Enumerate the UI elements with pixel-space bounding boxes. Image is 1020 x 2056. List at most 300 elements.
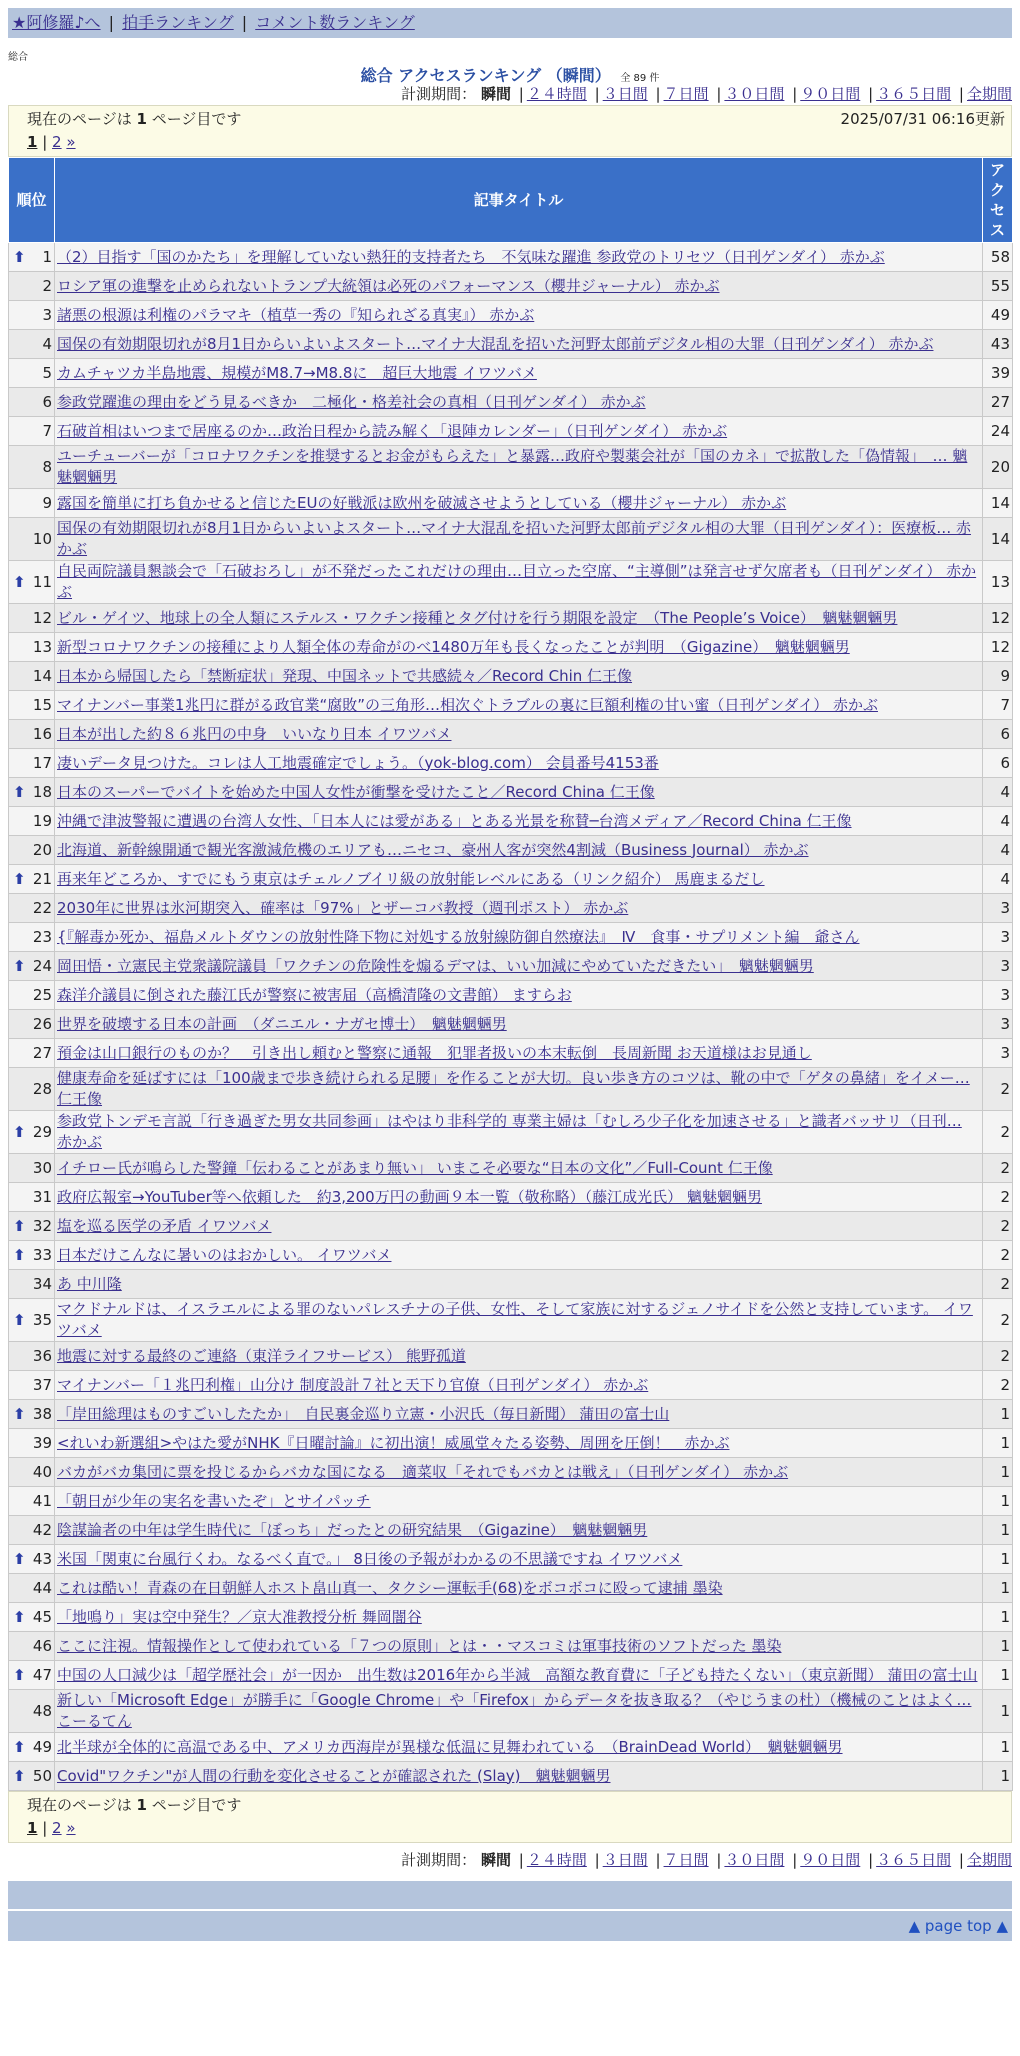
article-link[interactable]: 預金は山口銀行のものか？ 引き出し頼むと警察に通報 犯罪者扱いの本末転倒 長周新聞 お天道様はお見通し: [57, 1043, 812, 1062]
table-row: [9, 301, 1013, 330]
article-link[interactable]: 「地鳴り」実は空中発生？／京大准教授分析 舞岡闇谷: [57, 1607, 422, 1626]
period-link-all[interactable]: 全期間: [966, 85, 1012, 103]
access-count: 3: [983, 1039, 1013, 1068]
title-cell: [55, 1010, 983, 1039]
table-row: [9, 662, 1013, 691]
rank-number: 41: [32, 1491, 52, 1510]
rank-cell: [9, 1270, 55, 1299]
rank-cell: [9, 330, 55, 359]
rank-number: 20: [32, 840, 52, 859]
article-link[interactable]: 自民両院議員懇談会で「石破おろし」が不発だったこれだけの理由…目立った空席、“主導側”は発言せず欠席者も（日刊ゲンダイ） 赤かぶ: [57, 562, 977, 601]
rank-up-arrow-icon: ⬆: [13, 782, 26, 801]
rank-cell: [9, 1632, 55, 1661]
access-count: 4: [983, 836, 1013, 865]
article-link[interactable]: 新型コロナワクチンの接種により人類全体の寿命がのべ1480万年も長くなったことが判明 （Gigazine） 魑魅魍魎男: [57, 637, 850, 656]
article-link[interactable]: 日本のスーパーでバイトを始めた中国人女性が衝撃を受けたこと／Record China 仁王像: [57, 782, 655, 801]
article-link[interactable]: 森洋介議員に倒された藤江氏が警察に被害届（高橋清隆の文書館） ますらお: [57, 985, 572, 1004]
pagination: 1 | 2 »: [27, 133, 76, 151]
rank-number: 32: [32, 1216, 52, 1235]
title-cell: [55, 1342, 983, 1371]
article-link[interactable]: 参政党躍進の理由をどう見るべきか 二極化・格差社会の真相（日刊ゲンダイ） 赤かぶ: [57, 392, 646, 411]
access-count: 3: [983, 923, 1013, 952]
article-link[interactable]: 岡田悟・立憲民主党衆議院議員「ワクチンの危険性を煽るデマは、いい加減にやめていただきたい」 魑魅魍魎男: [57, 956, 814, 975]
access-count: 1: [983, 1458, 1013, 1487]
rank-number: 48: [32, 1701, 52, 1720]
bottom-period-link-7d[interactable]: ７日間: [663, 1851, 709, 1869]
nav-separator: |: [108, 13, 115, 32]
access-count: 1: [983, 1574, 1013, 1603]
access-count: 39: [983, 359, 1013, 388]
rank-cell: [9, 1299, 55, 1342]
table-row: [9, 604, 1013, 633]
ranking-title: 総合 アクセスランキング （瞬間）: [360, 66, 611, 85]
rank-number: 49: [32, 1737, 52, 1756]
rank-cell: [9, 633, 55, 662]
article-link[interactable]: 陰謀論者の中年は学生時代に「ぼっち」だったとの研究結果 （Gigazine） 魑魅魍魎男: [57, 1520, 648, 1539]
ranking-table-body: [9, 243, 1013, 1791]
article-link[interactable]: 「岸田総理はものすごいしたたか」 自民裏金巡り立憲・小沢氏（毎日新聞） 蒲田の富士山: [57, 1404, 670, 1423]
access-count: 9: [983, 662, 1013, 691]
access-count: 2: [983, 1342, 1013, 1371]
rank-cell: [9, 1039, 55, 1068]
article-link[interactable]: 塩を巡る医学の矛盾 イワツバメ: [57, 1216, 272, 1235]
access-count: 49: [983, 301, 1013, 330]
title-cell: [55, 1690, 983, 1733]
title-cell: [55, 1299, 983, 1342]
article-link[interactable]: 国保の有効期限切れが8月1日からいよいよスタート…マイナ大混乱を招いた河野太郎前デジタル相の大罪（日刊ゲンダイ）：医療板… 赤かぶ: [57, 519, 971, 558]
access-count: 3: [983, 952, 1013, 981]
table-row: [9, 446, 1013, 489]
rank-cell: [9, 1010, 55, 1039]
article-link[interactable]: 沖縄で津波警報に遭遇の台湾人女性、「日本人には愛がある」とある光景を称賛─台湾メディア／Record China 仁王像: [57, 811, 852, 830]
table-row: [9, 1458, 1013, 1487]
table-row: [9, 1632, 1013, 1661]
rank-up-arrow-icon: ⬆: [13, 956, 26, 975]
title-cell: [55, 1429, 983, 1458]
rank-cell: [9, 561, 55, 604]
title-cell: [55, 1487, 983, 1516]
rank-number: 28: [32, 1079, 52, 1098]
access-count: 1: [983, 1632, 1013, 1661]
title-cell: [55, 1762, 983, 1791]
rank-number: 38: [32, 1404, 52, 1423]
access-count: 6: [983, 720, 1013, 749]
title-cell: [55, 662, 983, 691]
article-link[interactable]: 凄いデータ見つけた。コレは人工地震確定でしょう。（yok-blog.com） 会員番号4153番: [57, 753, 659, 772]
rank-number: 14: [32, 666, 52, 685]
rank-cell: [9, 749, 55, 778]
title-cell: [55, 1733, 983, 1762]
access-count: 4: [983, 865, 1013, 894]
article-link[interactable]: 日本だけこんなに暑いのはおかしい。 イワツバメ: [57, 1245, 392, 1264]
rank-cell: [9, 1068, 55, 1111]
table-row: [9, 981, 1013, 1010]
rank-number: 23: [32, 927, 52, 946]
rank-up-arrow-icon: ⬆: [13, 1737, 26, 1756]
article-link[interactable]: 中国の人口減少は「超学歴社会」が一因か 出生数は2016年から半減 高額な教育費に「子ども持たくない」（東京新聞） 蒲田の富士山: [57, 1665, 978, 1684]
table-row: [9, 894, 1013, 923]
rank-cell: [9, 301, 55, 330]
article-link[interactable]: マイナンバー「１兆円利権」山分け 制度設計７社と天下り官僚（日刊ゲンダイ） 赤かぶ: [57, 1375, 649, 1394]
rank-number: 46: [32, 1636, 52, 1655]
rank-number: 26: [32, 1014, 52, 1033]
rank-number: 43: [32, 1549, 52, 1568]
table-row: [9, 330, 1013, 359]
rank-number: 24: [32, 956, 52, 975]
access-count: 2: [983, 1212, 1013, 1241]
title-cell: [55, 807, 983, 836]
current-page-text: 現在のページは 1 ページ目です: [27, 110, 242, 128]
article-link[interactable]: 「朝日が少年の実名を書いたぞ」とサイパッチ: [57, 1491, 371, 1510]
rank-number: 40: [32, 1462, 52, 1481]
bottom-page-2-link[interactable]: 2: [52, 1819, 62, 1837]
rank-cell: [9, 1212, 55, 1241]
title-cell: [55, 1270, 983, 1299]
clap-ranking-link[interactable]: 拍手ランキング: [122, 13, 234, 32]
bottom-period-selector: 計測期間： 瞬間 | ２４時間 | ３日間 | ７日間 | ３０日間 | ９０日間 | ３６５日間 | 全期間: [401, 1851, 1012, 1869]
article-link[interactable]: {『解毒か死か、福島メルトダウンの放射性降下物に対処する放射線防御自然療法』 Ⅳ 食事・サプリメント編 爺さん: [57, 927, 860, 946]
bottom-period-link-90d[interactable]: ９０日間: [800, 1851, 861, 1869]
table-row: [9, 1516, 1013, 1545]
rank-up-arrow-icon: ⬆: [13, 1310, 26, 1329]
rank-number: 21: [32, 869, 52, 888]
rank-number: 42: [32, 1520, 52, 1539]
table-row: [9, 1342, 1013, 1371]
access-count: 43: [983, 330, 1013, 359]
article-link[interactable]: 地震に対する最終のご連絡（東洋ライフサービス） 熊野孤道: [57, 1346, 466, 1365]
rank-number: 11: [32, 572, 52, 591]
rank-cell: [9, 243, 55, 272]
rank-cell: [9, 1458, 55, 1487]
rank-number: 35: [32, 1310, 52, 1329]
top-nav-bar: [8, 8, 1012, 38]
title-cell: [55, 1154, 983, 1183]
rank-column-header: 順位: [9, 158, 55, 243]
title-cell: [55, 865, 983, 894]
article-link[interactable]: マクドナルドは、イスラエルによる罪のないパレスチナの子供、女性、そして家族に対するジェノサイドを公然と支持しています。 イワツバメ: [57, 1300, 973, 1339]
rank-up-arrow-icon: ⬆: [13, 1245, 26, 1264]
rank-up-arrow-icon: ⬆: [13, 572, 26, 591]
rank-cell: [9, 272, 55, 301]
article-link[interactable]: （2）目指す「国のかたち」を理解していない熱狂的支持者たち 不気味な躍進 参政党のトリセツ（日刊ゲンダイ） 赤かぶ: [57, 247, 885, 266]
table-row: [9, 1270, 1013, 1299]
rank-number: 33: [32, 1245, 52, 1264]
rank-number: 17: [32, 753, 52, 772]
article-link[interactable]: 新しい「Microsoft Edge」が勝手に「Google Chrome」や「Firefox」からデータを抜き取る？（やじうまの杜）（機械のことはよく… こーるてん: [57, 1691, 972, 1730]
access-count: 3: [983, 894, 1013, 923]
rank-up-arrow-icon: ⬆: [13, 1607, 26, 1626]
nav-separator: |: [241, 13, 248, 32]
table-row: [9, 1183, 1013, 1212]
table-row: [9, 1429, 1013, 1458]
period-link-24h[interactable]: ２４時間: [526, 85, 587, 103]
comment-ranking-link[interactable]: コメント数ランキング: [255, 13, 415, 32]
table-row: [9, 1068, 1013, 1111]
rank-cell: [9, 446, 55, 489]
title-cell: [55, 1661, 983, 1690]
table-row: [9, 1661, 1013, 1690]
table-row: [9, 923, 1013, 952]
bottom-period-link-30d[interactable]: ３０日間: [724, 1851, 785, 1869]
bottom-period-link-365d[interactable]: ３６５日間: [876, 1851, 952, 1869]
article-link[interactable]: 国保の有効期限切れが8月1日からいよいよスタート…マイナ大混乱を招いた河野太郎前デジタル相の大罪（日刊ゲンダイ） 赤かぶ: [57, 334, 934, 353]
page-2-link[interactable]: 2: [52, 133, 62, 151]
table-row: [9, 1212, 1013, 1241]
title-cell: [55, 388, 983, 417]
title-cell: [55, 1603, 983, 1632]
article-link[interactable]: バカがバカ集団に票を投じるからバカな国になる 適菜収「それでもバカとは戦え」（日刊ゲンダイ） 赤かぶ: [57, 1462, 789, 1481]
article-link[interactable]: 石破首相はいつまで居座るのか…政治日程から読み解く「退陣カレンダー」（日刊ゲンダイ） 赤かぶ: [57, 421, 728, 440]
rank-cell: [9, 662, 55, 691]
rank-cell: [9, 952, 55, 981]
title-cell: [55, 518, 983, 561]
article-link[interactable]: 日本が出した約８６兆円の中身 いいなり日本 イワツバメ: [57, 724, 452, 743]
table-row: [9, 518, 1013, 561]
article-link[interactable]: ロシア軍の進撃を止められないトランプ大統領は必死のパフォーマンス（櫻井ジャーナル） 赤かぶ: [57, 276, 720, 295]
access-count: 14: [983, 489, 1013, 518]
title-cell: [55, 1039, 983, 1068]
article-link[interactable]: カムチャツカ半島地震、規模がM8.7→M8.8に 超巨大地震 イワツバメ: [57, 363, 537, 382]
article-link[interactable]: 米国「関東に台風行くわ。なるべく直で。」 8日後の予報がわかるの不思議ですね イワツバメ: [57, 1549, 683, 1568]
page-1-current: 1: [27, 133, 38, 151]
rank-cell: [9, 865, 55, 894]
rank-cell: [9, 1661, 55, 1690]
article-link[interactable]: 再来年どころか、すでにもう東京はチェルノブイリ級の放射能レベルにある（リンク紹介） 馬鹿まるだし: [57, 869, 765, 888]
title-cell: [55, 691, 983, 720]
access-count: 2: [983, 1154, 1013, 1183]
rank-cell: [9, 1154, 55, 1183]
table-row: [9, 865, 1013, 894]
title-cell: [55, 417, 983, 446]
rank-cell: [9, 1400, 55, 1429]
access-count: 2: [983, 1068, 1013, 1111]
rank-cell: [9, 489, 55, 518]
rank-cell: [9, 1545, 55, 1574]
table-row: [9, 807, 1013, 836]
rank-number: 8: [42, 457, 52, 476]
title-cell: [55, 1632, 983, 1661]
table-row: [9, 1545, 1013, 1574]
rank-up-arrow-icon: ⬆: [13, 1122, 26, 1141]
table-row: [9, 1574, 1013, 1603]
rank-up-arrow-icon: ⬆: [13, 247, 26, 266]
title-cell: [55, 489, 983, 518]
period-label: 計測期間：: [401, 85, 477, 103]
article-link[interactable]: 健康寿命を延ばすには「100歳まで歩き続けられる足腰」を作ることが大切。良い歩き方のコツは、靴の中で「ゲタの鼻緒」をイメー… 仁王像: [57, 1069, 970, 1108]
title-cell: [55, 894, 983, 923]
bottom-period-label: 計測期間：: [401, 1851, 477, 1869]
period-link-90d[interactable]: ９０日間: [800, 85, 861, 103]
rank-cell: [9, 836, 55, 865]
table-row: [9, 561, 1013, 604]
rank-number: 39: [32, 1433, 52, 1452]
access-count: 27: [983, 388, 1013, 417]
article-link[interactable]: ユーチューバーが「コロナワクチンを推奨するとお金がもらえた」と暴露…政府や製薬会社が「国のカネ」で拡散した「偽情報」 … 魑魅魍魎男: [57, 447, 968, 486]
title-cell: [55, 272, 983, 301]
article-link[interactable]: ここに注視。情報操作として使われている「７つの原則」とは・・マスコミは軍事技術のソフトだった 墨染: [57, 1636, 782, 1655]
ranking-heading: [8, 63, 1012, 83]
article-link[interactable]: 政府広報室→YouTuber等へ依頼した 約3,200万円の動画９本一覧（敬称略）（藤江成光氏） 魑魅魍魎男: [57, 1187, 762, 1206]
table-row: [9, 1039, 1013, 1068]
rank-number: 16: [32, 724, 52, 743]
title-cell: [55, 561, 983, 604]
table-row: [9, 272, 1013, 301]
bottom-period-link-24h[interactable]: ２４時間: [526, 1851, 587, 1869]
article-link[interactable]: 世界を破壊する日本の計画 （ダニエル・ナガセ博士） 魑魅魍魎男: [57, 1014, 507, 1033]
period-link-365d[interactable]: ３６５日間: [876, 85, 952, 103]
rank-cell: [9, 720, 55, 749]
next-page-link[interactable]: »: [66, 133, 76, 151]
access-count: 4: [983, 807, 1013, 836]
title-cell: [55, 633, 983, 662]
access-count: 1: [983, 1603, 1013, 1632]
rank-number: 50: [32, 1766, 52, 1785]
rank-number: 15: [32, 695, 52, 714]
rank-cell: [9, 894, 55, 923]
title-cell: [55, 1111, 983, 1154]
title-cell: [55, 1068, 983, 1111]
rank-number: 44: [32, 1578, 52, 1597]
table-row: [9, 749, 1013, 778]
article-link[interactable]: 北半球が全体的に高温である中、アメリカ西海岸が異様な低温に見舞われている （BrainDead World） 魑魅魍魎男: [57, 1737, 843, 1756]
title-cell: [55, 330, 983, 359]
table-row: [9, 1241, 1013, 1270]
article-link[interactable]: これは酷い！青森の在日朝鮮人ホスト畠山真一、タクシー運転手(68)をボコボコに殴って逮捕 墨染: [57, 1578, 723, 1597]
rank-number: 37: [32, 1375, 52, 1394]
rank-up-arrow-icon: ⬆: [13, 1216, 26, 1235]
rank-cell: [9, 778, 55, 807]
table-row: [9, 1154, 1013, 1183]
title-cell: [55, 1574, 983, 1603]
title-cell: [55, 1371, 983, 1400]
table-row: [9, 1400, 1013, 1429]
footer-page-top-bar: [8, 1911, 1012, 1941]
article-link[interactable]: 参政党トンデモ言説「行き過ぎた男女共同参画」はやはり非科学的 専業主婦は「むしろ少子化を加速させる」と識者バッサリ（日刊… 赤かぶ: [57, 1112, 962, 1151]
article-link[interactable]: Covid"ワクチン"が人間の行動を変化させることが確認された (Slay) 魑魅魍魎男: [57, 1766, 611, 1785]
table-row: [9, 1371, 1013, 1400]
page-top-link[interactable]: ▲ page top ▲: [908, 1917, 1008, 1935]
access-count: 1: [983, 1516, 1013, 1545]
table-row: [9, 952, 1013, 981]
access-count: 1: [983, 1762, 1013, 1791]
footer-bar: [8, 1881, 1012, 1909]
rank-number: 36: [32, 1346, 52, 1365]
table-row: [9, 1487, 1013, 1516]
table-row: [9, 359, 1013, 388]
access-count: 58: [983, 243, 1013, 272]
table-row: [9, 1690, 1013, 1733]
table-row: [9, 1010, 1013, 1039]
access-column-header: アクセス: [983, 158, 1013, 243]
bottom-next-page-link[interactable]: »: [66, 1819, 76, 1837]
rank-up-arrow-icon: ⬆: [13, 1549, 26, 1568]
article-link[interactable]: 北海道、新幹線開通で観光客激減危機のエリアも…ニセコ、豪州人客が突然4割減（Business Journal） 赤かぶ: [57, 840, 809, 859]
rank-number: 31: [32, 1187, 52, 1206]
rank-cell: [9, 923, 55, 952]
rank-cell: [9, 691, 55, 720]
bottom-period-link-all[interactable]: 全期間: [966, 1851, 1012, 1869]
rank-number: 45: [32, 1607, 52, 1626]
bottom-period-active: 瞬間: [480, 1851, 511, 1869]
access-count: 1: [983, 1690, 1013, 1733]
category-label: 総合: [8, 52, 28, 63]
title-cell: [55, 923, 983, 952]
article-link[interactable]: イチロー氏が鳴らした警鐘「伝わることがあまり無い」 いまこそ必要な“日本の文化”／Full-Count 仁王像: [57, 1158, 773, 1177]
access-count: 13: [983, 561, 1013, 604]
rank-number: 18: [32, 782, 52, 801]
access-count: 14: [983, 518, 1013, 561]
article-link[interactable]: 日本から帰国したら「禁断症状」発現、中国ネットで共感続々／Record Chin 仁王像: [57, 666, 633, 685]
bottom-page-info-box: [8, 1791, 1012, 1843]
article-link[interactable]: 露国を簡単に打ち負かせると信じたEUの好戦派は欧州を破滅させようとしている（櫻井ジャーナル） 赤かぶ: [57, 493, 787, 512]
rank-cell: [9, 1733, 55, 1762]
article-link[interactable]: マイナンバー事業1兆円に群がる政官業“腐敗”の三角形…相次ぐトラブルの裏に巨額利権の甘い蜜（日刊ゲンダイ） 赤かぶ: [57, 695, 878, 714]
access-count: 1: [983, 1400, 1013, 1429]
rank-number: 5: [42, 363, 52, 382]
rank-up-arrow-icon: ⬆: [13, 1404, 26, 1423]
bottom-page-1-current: 1: [27, 1819, 38, 1837]
rank-number: 47: [32, 1665, 52, 1684]
rank-cell: [9, 359, 55, 388]
article-link[interactable]: あ 中川隆: [57, 1274, 122, 1293]
rank-number: 3: [42, 305, 52, 324]
rank-number: 25: [32, 985, 52, 1004]
rank-cell: [9, 1241, 55, 1270]
article-link[interactable]: 2030年に世界は氷河期突入、確率は「97%」とザーコバ教授（週刊ポスト） 赤かぶ: [57, 898, 629, 917]
title-cell: [55, 1241, 983, 1270]
ranking-table: [8, 157, 1013, 1791]
access-count: 2: [983, 1241, 1013, 1270]
table-row: [9, 1762, 1013, 1791]
total-count: 全 89 件: [620, 73, 660, 84]
rank-cell: [9, 518, 55, 561]
period-link-7d[interactable]: ７日間: [663, 85, 709, 103]
rank-number: 22: [32, 898, 52, 917]
rank-number: 29: [32, 1122, 52, 1141]
rank-number: 30: [32, 1158, 52, 1177]
rank-cell: [9, 604, 55, 633]
rank-cell: [9, 981, 55, 1010]
article-link[interactable]: <れいわ新選組>やはた愛がNHK『日曜討論』に初出演！威風堂々たる姿勢、周囲を圧倒！ 赤かぶ: [57, 1433, 730, 1452]
table-row: [9, 1299, 1013, 1342]
period-link-30d[interactable]: ３０日間: [724, 85, 785, 103]
bottom-current-page-text: 現在のページは 1 ページ目です: [27, 1796, 242, 1814]
rank-number: 19: [32, 811, 52, 830]
title-cell: [55, 1545, 983, 1574]
article-link[interactable]: 諸悪の根源は利権のパラマキ（植草一秀の『知られざる真実』） 赤かぶ: [57, 305, 535, 324]
table-row: [9, 489, 1013, 518]
table-row: [9, 1111, 1013, 1154]
home-link[interactable]: ★阿修羅♪へ: [12, 13, 101, 32]
title-cell: [55, 1183, 983, 1212]
rank-cell: [9, 1183, 55, 1212]
period-link-3d[interactable]: ３日間: [602, 85, 648, 103]
rank-number: 6: [42, 392, 52, 411]
rank-up-arrow-icon: ⬆: [13, 1766, 26, 1785]
bottom-period-link-3d[interactable]: ３日間: [602, 1851, 648, 1869]
access-count: 1: [983, 1733, 1013, 1762]
rank-up-arrow-icon: ⬆: [13, 1665, 26, 1684]
rank-cell: [9, 1487, 55, 1516]
article-link[interactable]: ビル・ゲイツ、地球上の全人類にステルス・ワクチン接種とタグ付けを行う期限を設定 （The People’s Voice） 魑魅魍魎男: [57, 608, 898, 627]
table-row: [9, 388, 1013, 417]
access-count: 24: [983, 417, 1013, 446]
rank-cell: [9, 1762, 55, 1791]
rank-cell: [9, 1690, 55, 1733]
title-cell: [55, 604, 983, 633]
rank-number: 9: [42, 493, 52, 512]
title-cell: [55, 952, 983, 981]
